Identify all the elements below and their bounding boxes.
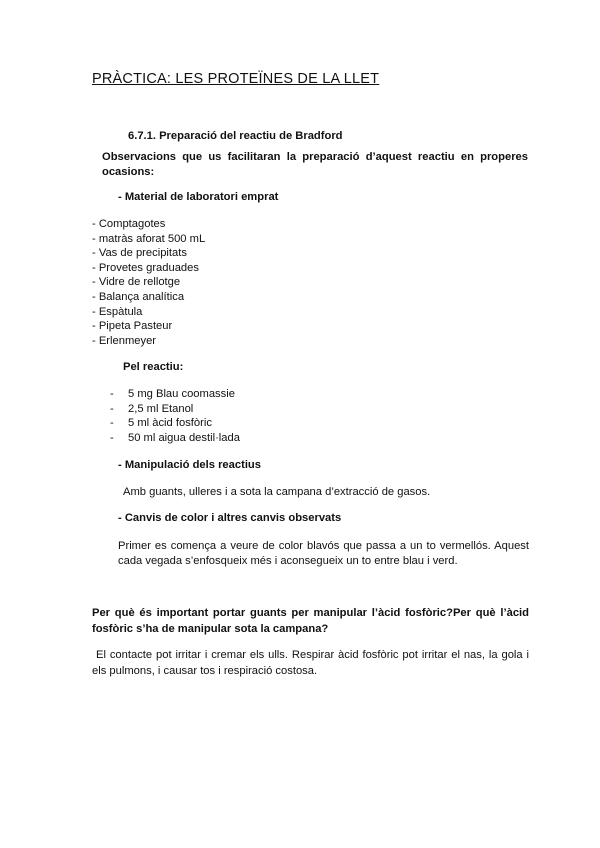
page-title: PRÀCTICA: LES PROTEÏNES DE LA LLET	[92, 71, 380, 87]
canvis-heading: - Canvis de color i altres canvis observats	[118, 512, 342, 524]
list-item: - Vas de precipitats	[92, 247, 187, 260]
material-list	[92, 217, 205, 348]
observations-intro: Observacions que us facilitaran la preparació d’aquest reactiu en properes ocasions:	[102, 151, 528, 178]
bullet-dash: -	[110, 417, 114, 430]
list-item	[110, 431, 310, 446]
list-item: - Espàtula	[92, 305, 143, 318]
material-heading: - Material de laboratori emprat	[118, 191, 279, 203]
reagent-text: 5 ml àcid fosfòric	[128, 417, 212, 430]
list-item: - Erlenmeyer	[92, 334, 157, 347]
list-item	[110, 416, 310, 431]
reactiu-list	[110, 387, 310, 445]
reagent-text: 2,5 ml Etanol	[128, 402, 194, 415]
reactiu-heading: Pel reactiu:	[123, 361, 184, 373]
answer-text: El contacte pot irritar i cremar els ulls. Respirar àcid fosfòric pot irritar el nas, la gola i els pulmons, i causar tos i respiració costosa.	[92, 649, 529, 677]
reagent-text: 5 mg Blau coomassie	[128, 388, 235, 400]
list-item: - matràs aforat 500 mL	[92, 232, 206, 245]
bullet-dash: -	[110, 402, 114, 415]
list-item	[110, 387, 310, 402]
list-item	[110, 402, 310, 417]
list-item: - Provetes graduades	[92, 261, 199, 274]
list-item: - Pipeta Pasteur	[92, 320, 173, 333]
bullet-dash: -	[110, 388, 114, 400]
list-item: - Vidre de rellotge	[92, 276, 181, 289]
bullet-dash: -	[110, 431, 114, 444]
canvis-text: Primer es comença a veure de color blavós que passa a un to vermellós. Aquest cada vegada s’enfosqueix més i aconsegueix un to entre blau i verd.	[118, 540, 529, 567]
list-item: - Balança analítica	[92, 290, 185, 303]
list-item: - Comptagotes	[92, 218, 166, 230]
manipulacio-heading: - Manipulació dels reactius	[118, 459, 261, 471]
manipulacio-text: Amb guants, ulleres i a sota la campana d’extracció de gasos.	[123, 486, 431, 498]
question-text: Per què és important portar guants per manipular l’àcid fosfòric?Per què l’àcid fosfòric s’ha de manipular sota la campana?	[92, 607, 529, 635]
section-heading: 6.7.1. Preparació del reactiu de Bradford	[128, 130, 343, 142]
reagent-text: 50 ml aigua destil·lada	[128, 431, 240, 444]
